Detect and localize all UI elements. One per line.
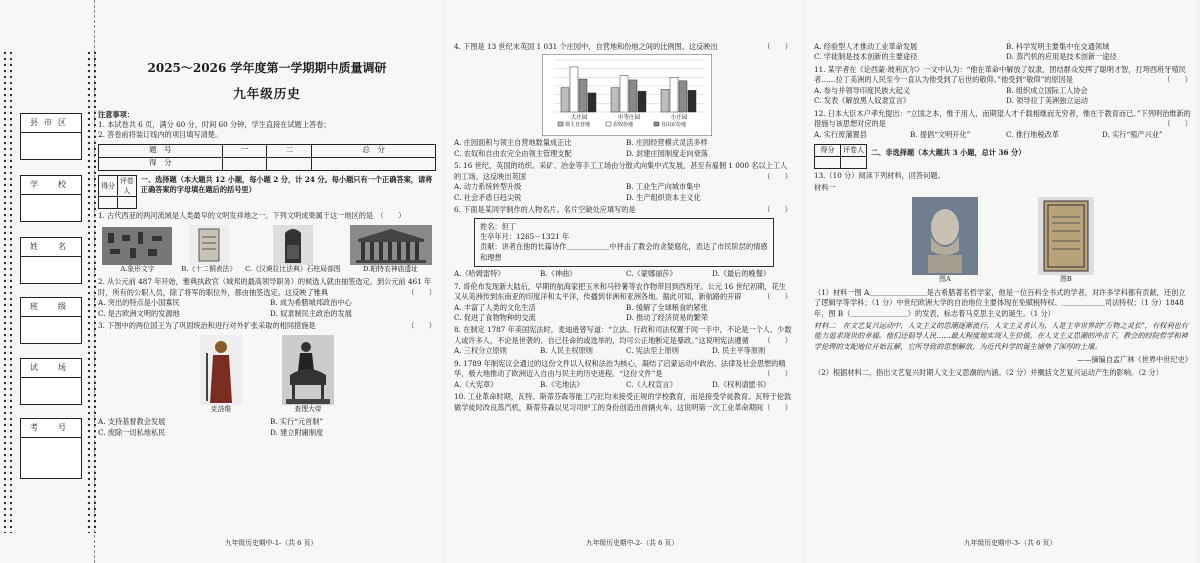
answer-2: （2）根据材料二，指出文艺复兴时期人文主义思潮的内涵。（2 分）并概括文艺复兴运动产生的影响。（2 分） [814, 367, 1163, 377]
q12-option-a[interactable]: A. 实行废藩置县 [814, 129, 867, 139]
question-1: 1. 古代西亚的两河流域是人类最早的文明发祥地之一。下列文明成果属于这一地区的是 （ ） [98, 211, 406, 221]
exam-subject: 九年级历史 [233, 86, 301, 102]
q5-option-d[interactable]: D. 生产组织资本主义化 [626, 192, 701, 202]
q9-option-a[interactable]: A.《大宪章》 [454, 379, 498, 389]
q5-option-a[interactable]: A. 动力系统转型升级 [454, 182, 522, 192]
charlemagne-image [282, 335, 334, 405]
chart-bar [561, 88, 569, 112]
q4-option-a[interactable]: A. 庄园面积与领主自营地数量成正比 [454, 138, 572, 148]
q12-option-b[interactable]: B. 提倡“文明开化” [910, 129, 971, 139]
x-tick-label: 中等庄园 [617, 115, 641, 122]
class-field[interactable]: 班 级 [20, 297, 82, 344]
q3-option-c[interactable]: C. 废除一切私地私民 [98, 427, 166, 437]
q8-option-b[interactable]: B. 人民主权原则 [540, 346, 593, 356]
q7-options [454, 303, 792, 324]
hammurabi-stele-image [273, 225, 313, 265]
q11-option-d[interactable]: D. 领导拉丁美洲独立运动 [1006, 96, 1088, 106]
section-2-title: 二、非选择题（本大题共 3 小题，总计 36 分） [871, 147, 1026, 157]
x-tick-label: 大庄园 [570, 115, 588, 122]
q9-options [454, 380, 792, 390]
hieroglyph-image [102, 227, 172, 265]
q2-option-d[interactable]: D. 奴隶制民主政治的发展 [270, 308, 352, 318]
q13-images: 图A 图B [814, 197, 1192, 285]
q9-option-d[interactable]: D.《权利请愿书》 [712, 379, 771, 389]
q9-option-b[interactable]: B.《宅地法》 [540, 379, 584, 389]
question-3: 3. 下图中的两位国王为了巩固统治和进行对外扩张采取的相同措施是 （ ） [98, 321, 436, 331]
card-life: 生卒年月：1265－1321 年 [480, 231, 570, 241]
material-2-source: ——摘编自孟广林《世界中世纪史》 [1076, 355, 1192, 365]
q3-option-d[interactable]: D. 建立附庸制度 [270, 427, 324, 437]
q2-option-b[interactable]: B. 成为希腊城邦政治中心 [270, 298, 352, 308]
scorer-box: 得分 评卷人 [98, 175, 137, 209]
question-10: 10. 工业革命时期，瓦特、斯蒂芬森等能工巧匠均未接受正规的学校教育，而是接受学徒教育。瓦特于伦敦做学徒时改良蒸汽机，斯蒂芬森以见习司炉工的身份创造出首辆火车。这说明第一次工业革命期间 （ ） [454, 392, 792, 412]
notice-title: 注意事项： [98, 109, 134, 119]
q7-option-d[interactable]: D. 推动了经济贸易的繁荣 [626, 313, 708, 322]
chart-bar [679, 81, 687, 112]
page-2-footer: 九年级历史期中-2-（共 6 页） [585, 539, 679, 548]
q2-option-a[interactable]: A. 突出的特点是小国寡民 [98, 298, 180, 308]
q10-option-a[interactable]: A. 经验型人才推动工业革命发展 [814, 42, 918, 51]
question-7: 7. 哥伦布发现新大陆后，早期的航海家把玉米和马铃薯等农作物带回到西班牙。公元 16 世纪初期，花生又从美洲传到东南亚的印度洋和太平洋，传播到非洲和亚洲各地。据此可知，新航路的开辟 （ ） [454, 281, 792, 302]
question-11: 11. 某学者在《论西蒙·玻利瓦尔》一文中认为：“他在革命中解放了奴隶，团结群众发挥了聪明才智，打垮西班牙殖民者……拉丁美洲的人民至今一直认为他受到了后世的敬仰。”他受到“敬仰”的原因是 （ ） [814, 64, 1192, 85]
chart-bar [588, 93, 596, 112]
manor-ratio-chart [542, 54, 712, 136]
q4-options [454, 138, 792, 159]
section-1-header [98, 175, 436, 209]
page-2 [446, 0, 802, 563]
q5-option-c[interactable]: C. 社会矛盾日趋尖锐 [454, 192, 522, 202]
question-4: 4. 下图是 13 世纪末英国 1 031 个庄园中，自营地和份地之间的比例图。这反映出 （ ） [454, 42, 792, 51]
question-13: 13.（10 分）阅读下列材料，回答问题。 [814, 170, 945, 180]
parthenon-image [350, 225, 432, 265]
q10-options [814, 42, 1192, 63]
twelve-tables-image [189, 225, 229, 265]
q12-option-d[interactable]: D. 实行“殖产兴业” [1102, 129, 1163, 139]
chart-bar [611, 88, 619, 112]
q11-option-b[interactable]: B. 组织成立国际工人协会 [1006, 85, 1088, 95]
notice-1: 1. 本试卷共 6 页，满分 60 分，时间 60 分钟，学生直接在试题上答卷； [98, 119, 331, 129]
question-2: 2. 从公元前 487 年开始，雅典执政官（城邦的最高领导职务）的候选人就由抽签选定。到公元前 461 年时，所有的公职人员，除了将军的职位外，都由抽签选定。这反映了雅典 （ ） [98, 277, 436, 297]
chart-bar [670, 78, 678, 113]
q2-options [98, 298, 436, 319]
q10-option-b[interactable]: B. 科学发明主要集中在交通领域 [1006, 42, 1110, 51]
q5-option-b[interactable]: B. 工业生产向城市集中 [626, 182, 701, 192]
q4-option-d[interactable]: D. 封建庄园制度走向衰落 [626, 148, 708, 158]
chart-bar [688, 91, 696, 113]
legend-label: 农奴份地 [613, 122, 634, 129]
question-9: 9. 1789 年制宪议会通过的这份文件以人权和法治为核心，凝结了启蒙运动中政治、法律及社会思想的精华，极大地推动了欧洲迈入自由与民主的历史进程。“这份文件”是 （ ） [454, 358, 792, 379]
q1-images: A.象形文字 B.《十二铜表法》 C.《汉谟拉比法典》石柱局部图 D.帕特农神庙遗址 [98, 225, 436, 275]
chart-bar [638, 92, 646, 113]
section-2-header [814, 144, 1192, 169]
exam-number-field[interactable]: 考 号 [20, 418, 82, 479]
material-1-label: 材料一 [814, 183, 836, 193]
legend-label: 领主自营地 [565, 122, 591, 129]
chart-bar [579, 80, 587, 113]
question-6: 6. 下面是某同学制作的人物名片。名片空缺处应填写的是 （ ） [454, 205, 792, 215]
q2-option-c[interactable]: C. 是古欧洲文明的发源地 [98, 308, 180, 318]
aristotle-bust-image [912, 197, 978, 275]
legend-swatch [654, 122, 659, 126]
q10-option-d[interactable]: D. 蒸汽机的应用是技术创新一途径 [1006, 52, 1117, 62]
q8-options [454, 346, 792, 356]
q12-option-c[interactable]: C. 推行地税改革 [1006, 129, 1059, 139]
page-1 [96, 0, 442, 563]
question-8: 8. 在制定 1787 年美国宪法时，麦迪逊曾写道：“立法、行政和司法权置于同一手中，不论是一个人、少数人或许多人，不论是世袭的、自己任命的或选举的，均可公正地断定是暴政。”这说明宪法遵循 （ ） [454, 325, 792, 345]
chart-bar [620, 76, 628, 112]
binding-gutter [0, 0, 95, 563]
q8-option-c[interactable]: C. 宪法至上原则 [626, 346, 679, 356]
q9-option-c[interactable]: C.《人权宣言》 [626, 379, 677, 389]
perforation-dots [86, 50, 96, 533]
card-name: 姓名：但丁 [480, 221, 516, 231]
section-1-title: 一、选择题（本大题共 12 小题，每小题 2 分，计 24 分。每小题只有一个正确答案，请将正确答案的字母填在题后的括号里） [140, 174, 433, 195]
q6-option-a[interactable]: A.《哈姆雷特》 [454, 269, 505, 279]
school-field[interactable]: 学 校 [20, 175, 82, 222]
answer-1: （1）材料一图 A＿＿＿＿＿＿＿＿是古希腊著名哲学家，他是一位百科全书式的学者，对许多学科都有贡献，还创立了逻辑学等学科；（1 分）中世纪欧洲大学的自治地位主要体现在免赋税特权、＿＿＿＿＿＿司法特权；（1 分）1848 年，图 B（＿＿＿＿＿＿＿＿）的发表，标志着马克思主义的诞生。（1 分） [814, 287, 1186, 318]
q3-option-b[interactable]: B. 实行“元首制” [270, 417, 324, 427]
legend-swatch [558, 122, 563, 126]
dante-card [474, 218, 774, 268]
q3-images: 克洛维 查理大帝 [98, 335, 436, 415]
question-5: 5. 16 世纪，英国的纺织、采矿、冶金等手工工场由分散式向集中式发展，甚至有雇佣 1 000 名以上工人的工场。这反映出英国 （ ） [454, 161, 792, 181]
q6-option-b[interactable]: B.《神曲》 [540, 269, 577, 279]
page-3-footer: 九年级历史期中-3-（共 6 页） [963, 539, 1057, 548]
clovis-image [200, 335, 242, 405]
q7-option-c[interactable]: C. 促进了食物物种的交流 [454, 313, 536, 322]
county-field[interactable]: 县市区 [20, 113, 82, 160]
chart-bar [629, 80, 637, 112]
scorer-box-2: 得分 评卷人 [814, 144, 867, 169]
page-3 [806, 0, 1198, 563]
legend-swatch [606, 122, 611, 126]
exam-title: 2025～2026 学年度第一学期期中质量调研 [147, 61, 387, 75]
score-table: 题 号 一 二 总 分 得 分 [98, 144, 436, 171]
q8-option-d[interactable]: D. 民主平等原则 [712, 346, 766, 356]
notice-2: 2. 答卷前将装订线内的项目填写清楚。 [98, 130, 223, 140]
q6-options [454, 269, 792, 279]
exam-room-field[interactable]: 试 场 [20, 358, 82, 405]
q12-options [814, 130, 1192, 140]
communist-manifesto-image [1038, 197, 1094, 275]
q11-option-c[interactable]: C. 发表《解放黑人奴隶宣言》 [814, 96, 911, 106]
material-2: 材料二 在文艺复兴运动中，人文主义的思潮逐渐流行，人文主义者认为，人是主宰世界的“万物之灵长”，有权利也有能力追求现世的幸福。他们还倡导人民……最大程度地实现人生价值。在人文主义思潮的冲击下，教会的经院哲学和神学伦理的支配地位开始瓦解，它所导致的思想解放，为近代科学的诞生铺垫了深厚的土壤。 [814, 320, 1188, 351]
q5-options [454, 182, 792, 203]
q11-option-a[interactable]: A. 参与并领导印度民族大起义 [814, 85, 911, 95]
q7-option-b[interactable]: B. 缓解了全球粮食的紧张 [626, 302, 708, 312]
q6-option-d[interactable]: D.《最后的晚餐》 [712, 269, 771, 279]
q4-option-c[interactable]: C. 农奴和自由农完全由领主管理支配 [454, 148, 572, 158]
q3-options [98, 417, 436, 438]
perforation-dots [2, 50, 12, 533]
legend-label: 自由农份地 [661, 122, 687, 129]
q10-option-c[interactable]: C. 学徒制是技术创新的主要途径 [814, 52, 918, 62]
q8-option-a[interactable]: A. 三权分立原则 [454, 346, 507, 356]
x-tick-label: 小庄园 [670, 115, 688, 122]
q7-option-a[interactable]: A. 丰富了人类的文化生活 [454, 302, 536, 312]
chart-bar [570, 67, 578, 112]
chart-bar [661, 90, 669, 113]
question-12: 12. 日本大臣木户孝允提出：“立国之本，惟于用人，而期望人才千载相继而无穷者，惟在于教育而已。”下列明治维新的措施与该思想对应的是 （ ） [814, 108, 1192, 129]
q3-option-a[interactable]: A. 支持基督教会发展 [98, 417, 166, 427]
q6-option-c[interactable]: C.《蒙娜丽莎》 [626, 269, 677, 279]
page-1-footer: 九年级历史期中-1-（共 6 页） [224, 539, 318, 548]
card-contribution: 贡献：讲者在他的长篇诗作＿＿＿＿＿＿中抨击了教会的贪婪腐化，表达了市民阶层的情感和理想 [480, 242, 768, 262]
q11-options [814, 86, 1192, 107]
name-field[interactable]: 姓 名 [20, 237, 82, 284]
q4-option-b[interactable]: B. 庄园经营模式灵活多样 [626, 138, 708, 148]
